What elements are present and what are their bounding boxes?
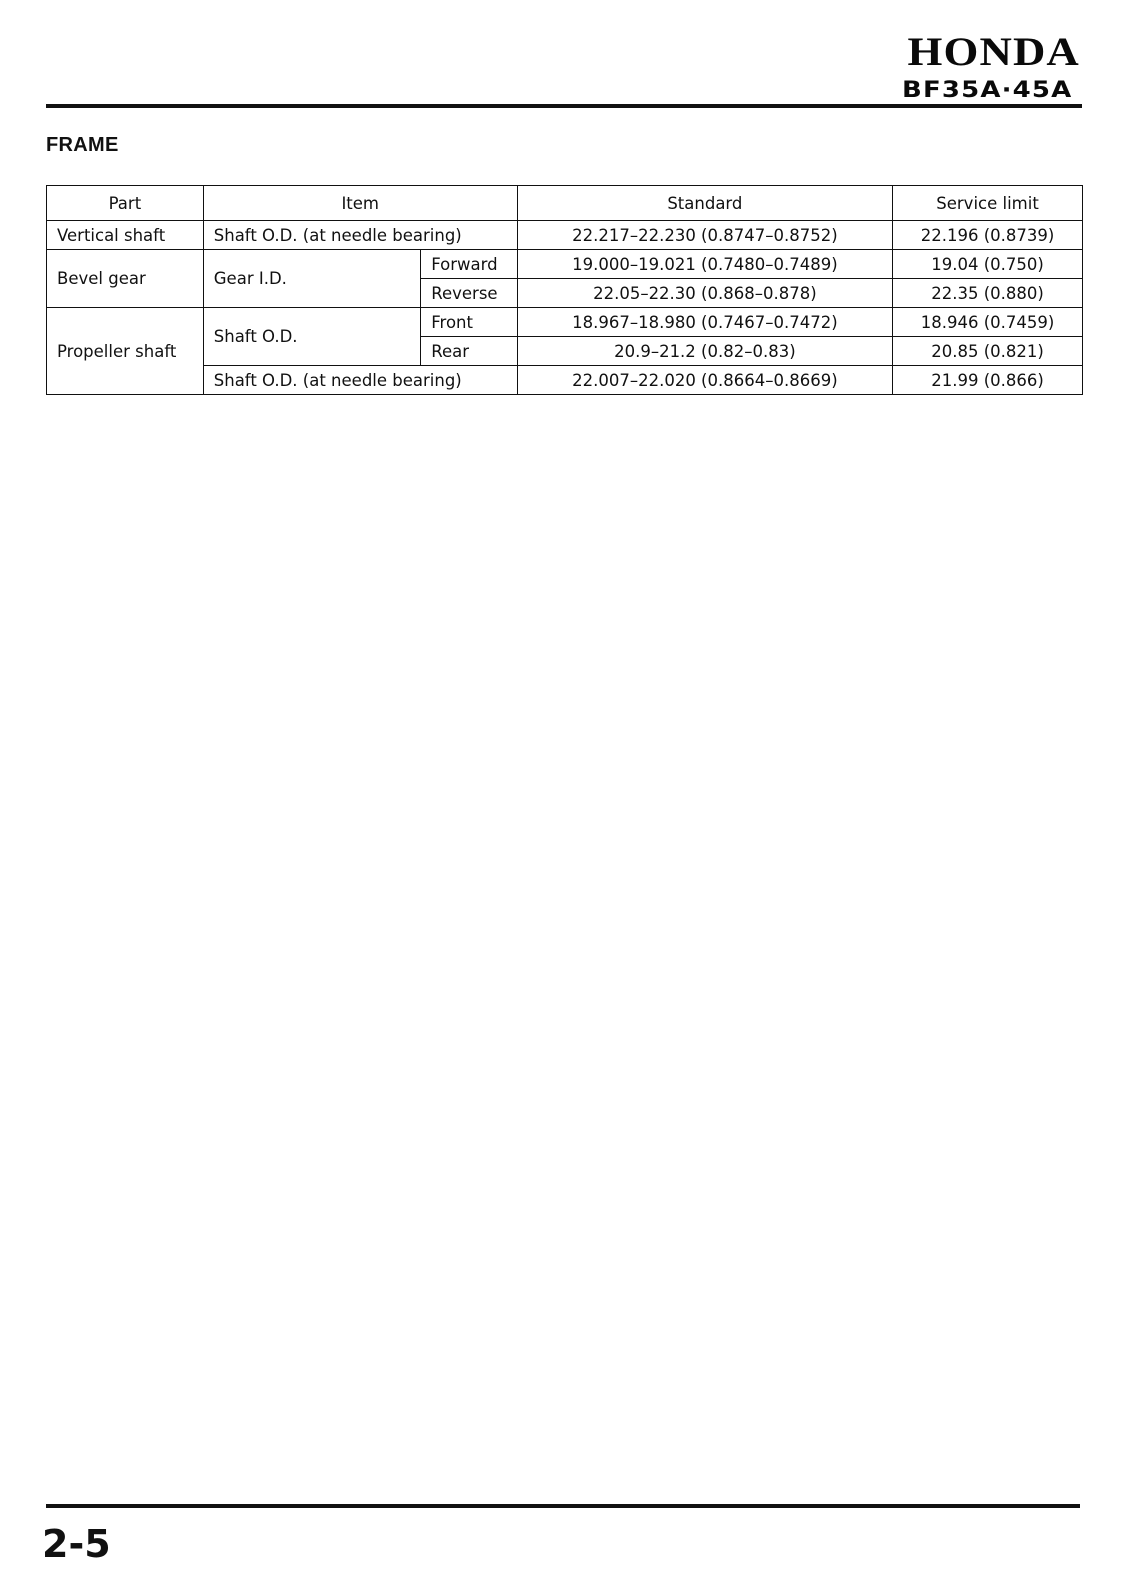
header-standard: Standard: [517, 186, 892, 221]
cell-standard: 22.007–22.020 (0.8664–0.8669): [517, 366, 892, 395]
section-title: FRAME: [46, 134, 119, 156]
footer-divider: [46, 1504, 1080, 1508]
cell-part: Propeller shaft: [47, 308, 204, 395]
header-divider: [46, 104, 1082, 108]
page-number: 2-5: [42, 1522, 111, 1566]
cell-sub: Rear: [421, 337, 517, 366]
table-header-row: [47, 186, 1083, 221]
cell-limit: 18.946 (0.7459): [893, 308, 1083, 337]
cell-part: Vertical shaft: [47, 221, 204, 250]
table-row: [47, 221, 1083, 250]
cell-standard: 22.05–22.30 (0.868–0.878): [517, 279, 892, 308]
cell-standard: 19.000–19.021 (0.7480–0.7489): [517, 250, 892, 279]
cell-standard: 18.967–18.980 (0.7467–0.7472): [517, 308, 892, 337]
table-row: [47, 250, 1083, 279]
cell-part: Bevel gear: [47, 250, 204, 308]
cell-item: Gear I.D.: [203, 250, 420, 308]
cell-item: Shaft O.D. (at needle bearing): [203, 366, 517, 395]
cell-sub: Reverse: [421, 279, 517, 308]
cell-limit: 22.196 (0.8739): [893, 221, 1083, 250]
cell-sub: Front: [421, 308, 517, 337]
header-service-limit: Service limit: [893, 186, 1083, 221]
frame-spec-table: [46, 185, 1083, 395]
cell-item: Shaft O.D.: [203, 308, 420, 366]
cell-item: Shaft O.D. (at needle bearing): [203, 221, 517, 250]
honda-logo: HONDA: [907, 29, 1080, 74]
cell-sub: Forward: [421, 250, 517, 279]
header-part: Part: [47, 186, 204, 221]
header-item: Item: [203, 186, 517, 221]
cell-standard: 22.217–22.230 (0.8747–0.8752): [517, 221, 892, 250]
cell-standard: 20.9–21.2 (0.82–0.83): [517, 337, 892, 366]
cell-limit: 22.35 (0.880): [893, 279, 1083, 308]
cell-limit: 21.99 (0.866): [893, 366, 1083, 395]
table-row: [47, 308, 1083, 337]
cell-limit: 20.85 (0.821): [893, 337, 1083, 366]
model-label: BF35A·45A: [901, 78, 1072, 103]
cell-limit: 19.04 (0.750): [893, 250, 1083, 279]
